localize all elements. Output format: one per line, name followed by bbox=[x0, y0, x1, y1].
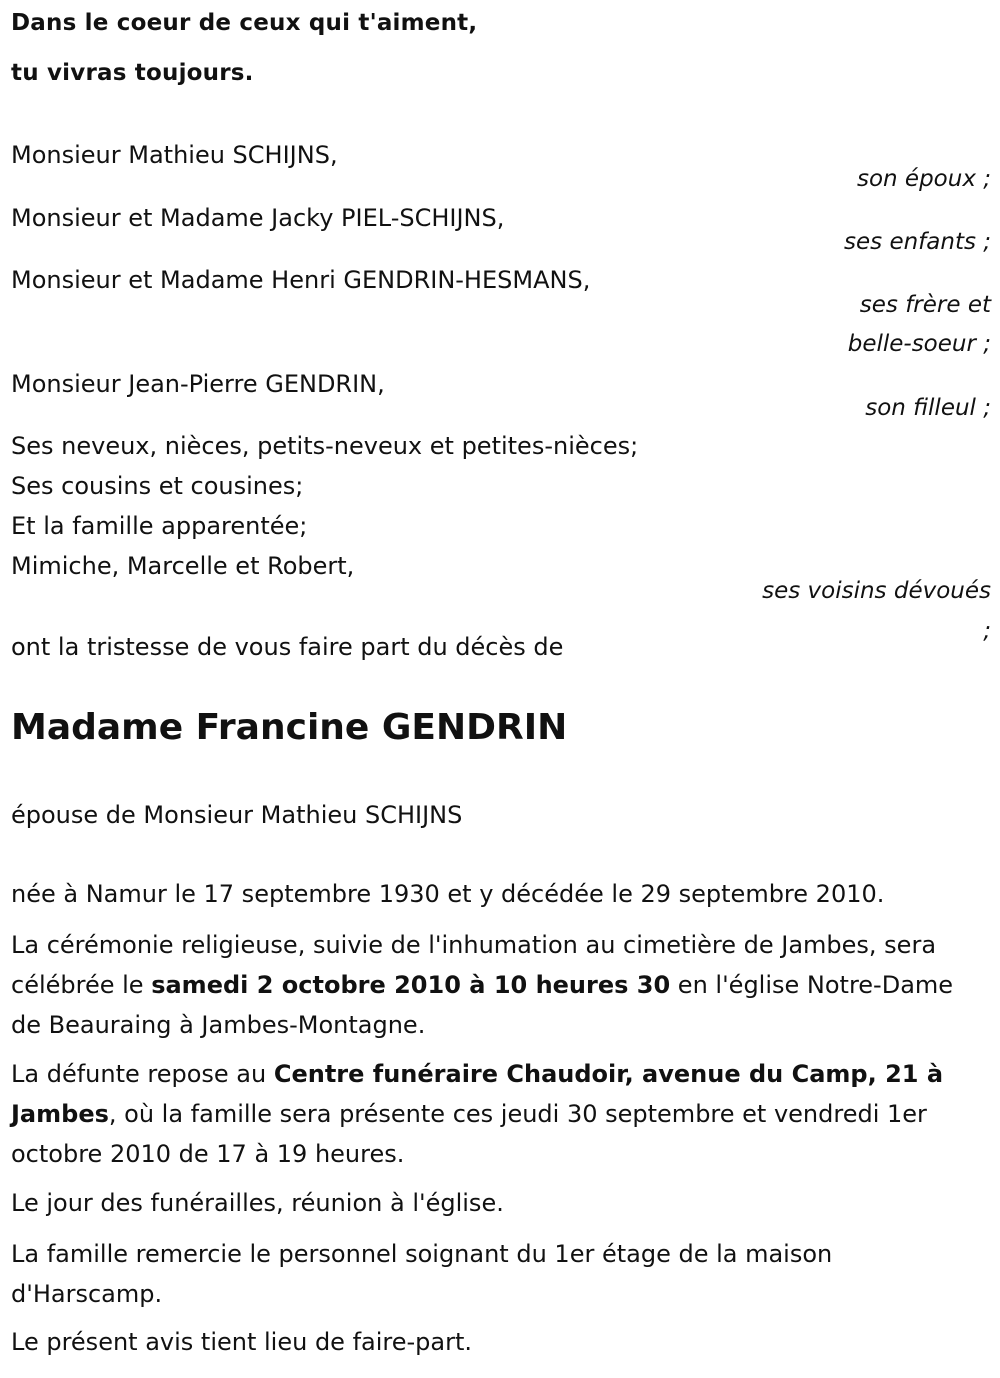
funeral-day-paragraph: Le jour des funérailles, réunion à l'église. bbox=[11, 1189, 504, 1217]
birth-death-paragraph: née à Namur le 17 septembre 1930 et y décédée le 29 septembre 2010. bbox=[11, 880, 885, 908]
spouse-line: épouse de Monsieur Mathieu SCHIJNS bbox=[11, 801, 463, 829]
verse-line-1: Dans le coeur de ceux qui t'aiment, bbox=[11, 10, 478, 36]
repose-text: La défunte repose au bbox=[11, 1060, 274, 1088]
family-member-name: Monsieur Mathieu SCHIJNS, bbox=[11, 141, 338, 169]
family-member-relation: belle-soeur ; bbox=[847, 331, 991, 357]
verse-line-2: tu vivras toujours. bbox=[11, 60, 254, 86]
family-member-relation: son époux ; bbox=[856, 166, 991, 192]
ceremony-text: La cérémonie religieuse, suivie de l'inhumation au cimetière de Jambes, sera célébrée le bbox=[11, 931, 937, 999]
repose-location: Centre funéraire Chaudoir, avenue du Camp, 21 à Jambes bbox=[11, 1060, 944, 1128]
other-relatives-line: Et la famille apparentée; bbox=[11, 512, 308, 540]
family-member-name: Monsieur et Madame Henri GENDRIN-HESMANS, bbox=[11, 266, 591, 294]
family-member-relation: ses enfants ; bbox=[844, 229, 991, 255]
other-relatives-line: Mimiche, Marcelle et Robert, bbox=[11, 552, 355, 580]
family-member-name: Monsieur et Madame Jacky PIEL-SCHIJNS, bbox=[11, 204, 505, 232]
neighbours-relation: ses voisins dévoués bbox=[762, 578, 991, 604]
ceremony-date: samedi 2 octobre 2010 à 10 heures 30 bbox=[151, 971, 671, 999]
repose-paragraph bbox=[11, 1054, 986, 1174]
ceremony-paragraph bbox=[11, 925, 986, 1045]
thanks-paragraph: La famille remercie le personnel soignant du 1er étage de la maison d'Harscamp. bbox=[11, 1240, 833, 1308]
other-relatives-line: Ses neveux, nièces, petits-neveux et petites-nièces; bbox=[11, 432, 639, 460]
family-member-name: Monsieur Jean-Pierre GENDRIN, bbox=[11, 370, 385, 398]
family-member-relation: ses frère et bbox=[859, 292, 991, 318]
repose-text: , où la famille sera présente ces jeudi 30 septembre et vendredi 1er octobre 2010 de 17 à 19 heures. bbox=[11, 1100, 927, 1168]
deceased-name: Madame Francine GENDRIN bbox=[11, 707, 568, 748]
family-member-relation: son filleul ; bbox=[865, 395, 991, 421]
announcement-text: ont la tristesse de vous faire part du décès de bbox=[11, 633, 564, 661]
notice-paragraph: Le présent avis tient lieu de faire-part. bbox=[11, 1328, 473, 1356]
neighbours-relation: ; bbox=[983, 618, 991, 644]
ceremony-text: en l'église Notre-Dame de Beauraing à Jambes-Montagne. bbox=[11, 971, 954, 1039]
other-relatives-line: Ses cousins et cousines; bbox=[11, 472, 304, 500]
